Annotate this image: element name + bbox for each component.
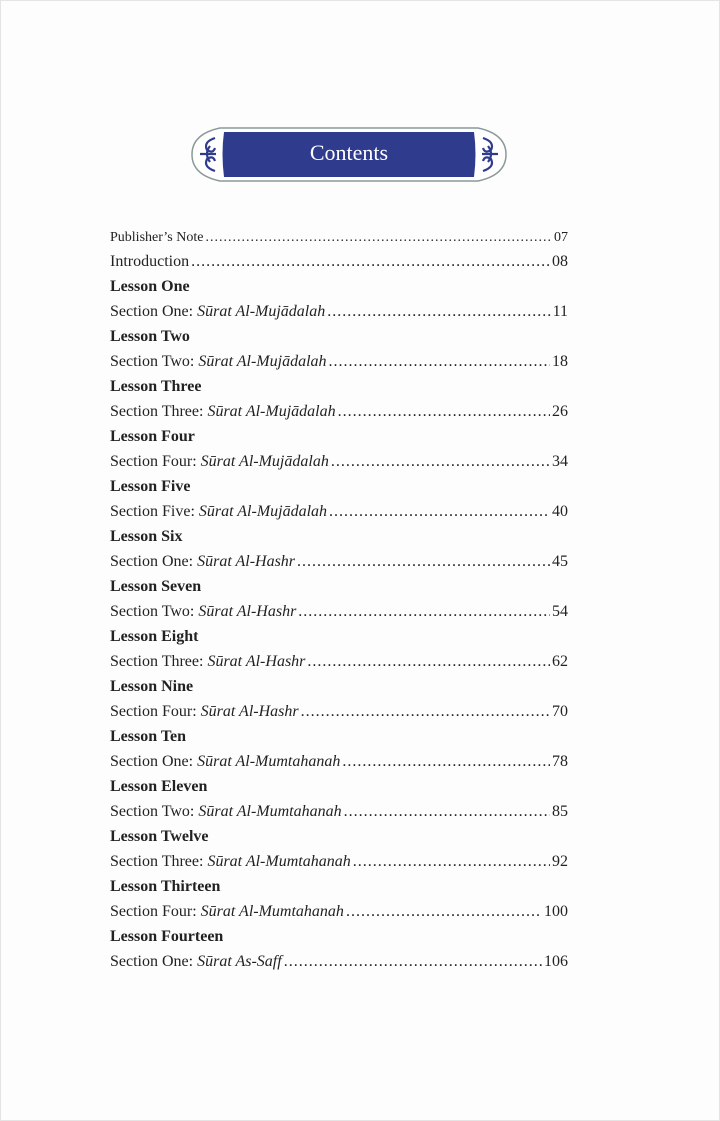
entry-label <box>110 949 282 974</box>
entry-surah: Sūrat Al-Mujādalah <box>200 453 329 470</box>
entry-label <box>110 799 342 824</box>
entry-surah: Sūrat Al-Mujādalah <box>198 503 328 520</box>
entry-surah: Sūrat Al-Hashr <box>200 703 299 720</box>
leader-dots <box>301 699 550 724</box>
entry-label <box>110 499 327 524</box>
entry-label <box>110 899 344 924</box>
leader-dots <box>191 249 550 274</box>
lesson-heading: Lesson Fourteen <box>110 928 224 945</box>
leader-dots <box>346 899 542 924</box>
entry-label <box>110 649 305 674</box>
leader-dots <box>353 849 550 874</box>
lesson-heading: Lesson Three <box>110 378 202 395</box>
page-number: 26 <box>552 403 568 420</box>
page-number: 11 <box>552 303 568 320</box>
lesson-heading: Lesson Ten <box>110 728 187 745</box>
lesson-heading: Lesson Eleven <box>110 778 208 795</box>
entry-label <box>110 299 325 324</box>
toc-entry <box>110 899 568 924</box>
entry-label <box>110 699 299 724</box>
page-number: 18 <box>552 353 568 370</box>
page-number: 85 <box>552 803 568 820</box>
entry-surah: Sūrat Al-Mumtahanah <box>197 753 341 770</box>
table-of-contents <box>110 226 568 974</box>
toc-entry <box>110 649 568 674</box>
toc-entry <box>110 699 568 724</box>
page-number: 08 <box>552 253 568 270</box>
entry-text: Section One: <box>110 553 198 570</box>
entry-text: Section Three: <box>110 853 208 870</box>
lesson-heading: Lesson Eight <box>110 628 199 645</box>
page-number: 45 <box>552 553 568 570</box>
leader-dots <box>297 549 550 574</box>
entry-text: Section One: <box>110 953 198 970</box>
entry-text: Section Four: <box>110 903 201 920</box>
entry-surah: Sūrat Al-Hashr <box>197 553 296 570</box>
page-number: 78 <box>552 753 568 770</box>
entry-text: Section Three: <box>110 653 208 670</box>
lesson-heading: Lesson Six <box>110 528 183 545</box>
toc-entry <box>110 799 568 824</box>
page-number: 100 <box>544 903 568 920</box>
toc-entry <box>110 949 568 974</box>
page-number: 34 <box>552 453 568 470</box>
entry-label <box>110 599 296 624</box>
page-number: 62 <box>552 653 568 670</box>
entry-text: Section Four: <box>110 703 201 720</box>
leader-dots <box>307 649 550 674</box>
leader-dots <box>329 499 550 524</box>
entry-surah: Sūrat Al-Mujādalah <box>207 403 336 420</box>
entry-text: Section Two: <box>110 803 199 820</box>
leader-dots <box>284 949 542 974</box>
entry-surah: Sūrat Al-Mujādalah <box>198 353 327 370</box>
leader-dots <box>344 799 550 824</box>
entry-label <box>110 749 340 774</box>
entry-surah: Sūrat Al-Mujādalah <box>197 303 326 320</box>
entry-text: Section Two: <box>110 353 199 370</box>
page-title: Contents <box>309 140 389 165</box>
entry-text: Section One: <box>110 303 198 320</box>
entry-text: Section Four: <box>110 453 201 470</box>
contents-banner <box>190 126 508 183</box>
entry-surah: Sūrat Al-Hashr <box>207 653 306 670</box>
page-number: 07 <box>554 230 568 245</box>
toc-entry <box>110 399 568 424</box>
entry-text: Section One: <box>110 753 198 770</box>
entry-text: Section Two: <box>110 603 199 620</box>
entry-surah: Sūrat Al-Mumtahanah <box>198 803 342 820</box>
page-number: 106 <box>544 953 568 970</box>
page-number: 54 <box>552 603 568 620</box>
leader-dots <box>327 299 550 324</box>
lesson-heading: Lesson Nine <box>110 678 194 695</box>
entry-label <box>110 399 336 424</box>
page-number: 40 <box>552 503 568 520</box>
entry-text: Section Three: <box>110 403 208 420</box>
leader-dots <box>331 449 550 474</box>
toc-entry <box>110 599 568 624</box>
page-number: 92 <box>552 853 568 870</box>
entry-surah: Sūrat As-Saff <box>197 953 282 970</box>
lesson-heading: Lesson Five <box>110 478 191 495</box>
toc-entry <box>110 449 568 474</box>
lesson-heading: Lesson Twelve <box>110 828 209 845</box>
toc-entry <box>110 226 568 249</box>
entry-text: Section Five: <box>110 503 199 520</box>
entry-surah: Sūrat Al-Mumtahanah <box>207 853 351 870</box>
toc-entry <box>110 849 568 874</box>
lesson-heading: Lesson One <box>110 278 190 295</box>
leader-dots <box>205 226 552 249</box>
entry-label <box>110 249 189 274</box>
page-number: 70 <box>552 703 568 720</box>
toc-entry <box>110 349 568 374</box>
leader-dots <box>298 599 550 624</box>
leader-dots <box>338 399 550 424</box>
entry-label <box>110 349 327 374</box>
entry-surah: Sūrat Al-Mumtahanah <box>200 903 344 920</box>
toc-entry <box>110 549 568 574</box>
entry-surah: Sūrat Al-Hashr <box>198 603 297 620</box>
toc-entry <box>110 749 568 774</box>
leader-dots <box>342 749 550 774</box>
toc-entry <box>110 499 568 524</box>
lesson-heading: Lesson Four <box>110 428 195 445</box>
lesson-heading: Lesson Seven <box>110 578 202 595</box>
leader-dots <box>329 349 550 374</box>
lesson-heading: Lesson Thirteen <box>110 878 221 895</box>
entry-label <box>110 849 351 874</box>
entry-text: Introduction <box>110 253 190 270</box>
toc-entry <box>110 249 568 274</box>
toc-entry <box>110 299 568 324</box>
lesson-heading: Lesson Two <box>110 328 190 345</box>
entry-label <box>110 226 203 249</box>
entry-text: Publisher’s Note <box>110 230 204 245</box>
entry-label <box>110 449 329 474</box>
entry-label <box>110 549 295 574</box>
